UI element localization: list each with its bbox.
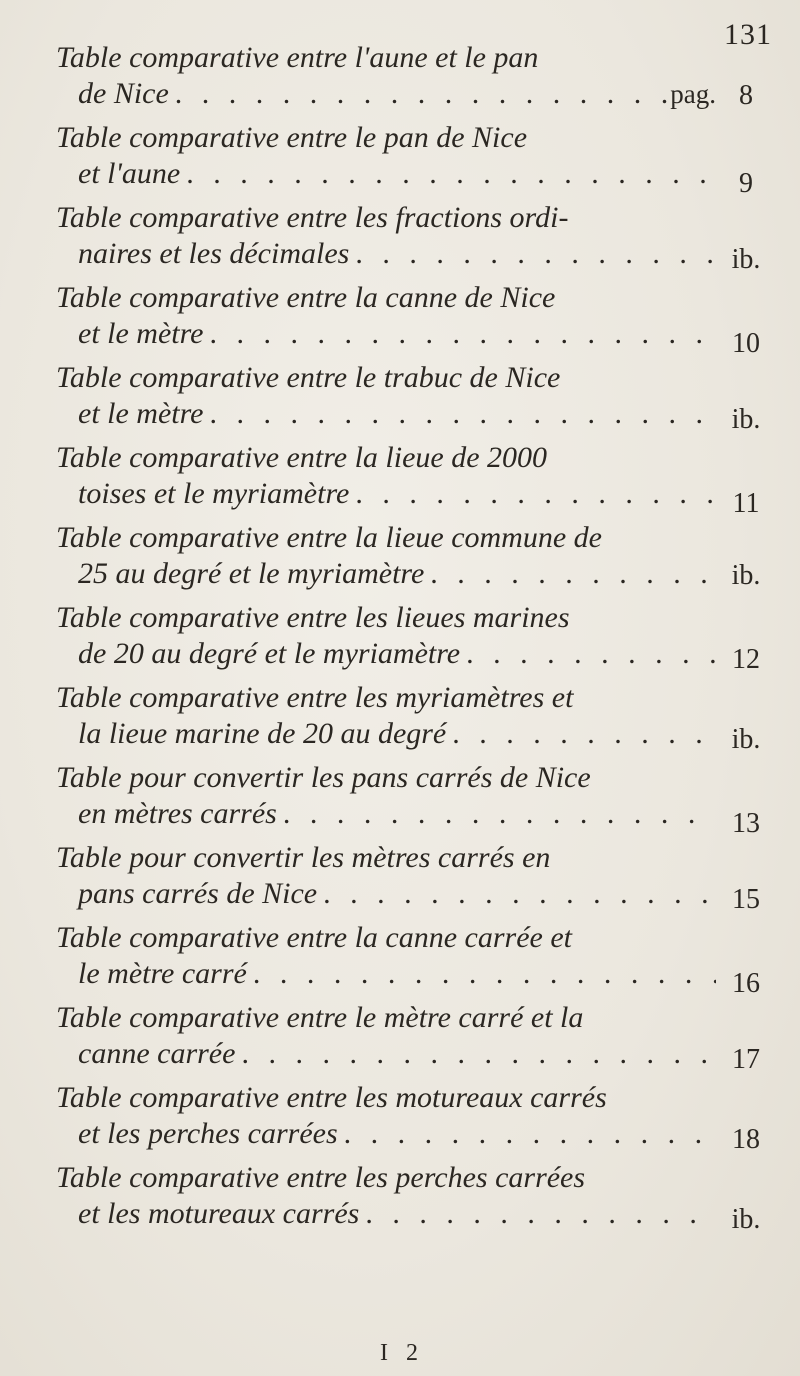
entry-title-cont: et les motureaux carrés (78, 1197, 360, 1230)
dot-leader (210, 396, 717, 432)
entry-title-cont: 25 au degré et le myriamètre (78, 557, 425, 590)
toc-entry (56, 440, 776, 519)
entry-page: ib. (731, 724, 761, 755)
toc-entry (56, 200, 776, 275)
toc-entry (56, 760, 776, 839)
entry-title: Table comparative entre les lieues marines (56, 601, 570, 634)
pag-label: pag. (670, 79, 716, 109)
entry-title-cont: et le mètre (78, 397, 204, 430)
entry-title-cont: et le mètre (78, 317, 204, 350)
entry-page: 12 (732, 644, 760, 675)
entry-title: Table comparative entre la canne carrée et (56, 921, 572, 954)
entry-title-cont: et l'aune (78, 157, 181, 190)
dot-leader (283, 796, 716, 832)
entry-title: Table comparative entre les motureaux carrés (56, 1081, 607, 1114)
dot-leader (210, 316, 717, 352)
dot-leader (175, 76, 670, 112)
entry-page: ib. (731, 1204, 761, 1235)
entry-title: Table pour convertir les pans carrés de Nice (56, 761, 591, 794)
entry-title-cont: en mètres carrés (78, 797, 277, 830)
entry-page: 8 (739, 80, 753, 111)
entry-title-cont: pans carrés de Nice (78, 877, 318, 910)
dot-leader (344, 1116, 716, 1152)
entry-title-cont: canne carrée (78, 1037, 236, 1070)
toc-entry (56, 840, 776, 915)
entry-title: Table comparative entre le trabuc de Nice (56, 361, 561, 394)
entry-title: Table comparative entre les myriamètres et (56, 681, 574, 714)
signature-mark: I 2 (380, 1340, 424, 1366)
entry-title: Table comparative entre les fractions ordi- (56, 201, 569, 234)
toc-entry (56, 120, 776, 199)
entry-title-cont: le mètre carré (78, 957, 247, 990)
dot-leader (365, 1196, 716, 1232)
entry-title-cont: de Nice (78, 77, 169, 110)
toc-entry (56, 600, 776, 675)
entry-title: Table comparative entre la lieue de 2000 (56, 441, 548, 474)
entry-title-cont: la lieue marine de 20 au degré (78, 717, 447, 750)
toc-entry (56, 520, 776, 592)
toc-entry (56, 360, 776, 435)
entry-title-cont: naires et les décimales (78, 237, 350, 270)
entry-title-cont: toises et le myriamètre (78, 477, 350, 510)
dot-leader (430, 556, 716, 592)
entry-page: 15 (732, 884, 760, 915)
dot-leader (253, 956, 716, 992)
entry-page: 10 (732, 328, 760, 359)
entry-page: 18 (732, 1124, 760, 1155)
entry-title-cont: de 20 au degré et le myriamètre (78, 637, 461, 670)
dot-leader (241, 1036, 716, 1072)
dot-leader (355, 476, 716, 512)
entry-title: Table comparative entre l'aune et le pan (56, 41, 539, 74)
entry-title: Table pour convertir les mètres carrés en (56, 841, 551, 874)
toc-entry (56, 920, 776, 999)
entry-page: 13 (732, 808, 760, 839)
entry-title-cont: et les perches carrées (78, 1117, 338, 1150)
toc-entry (56, 680, 776, 755)
toc-entry (56, 1160, 776, 1235)
entry-title: Table comparative entre la canne de Nice (56, 281, 556, 314)
toc-entry (56, 1080, 776, 1155)
dot-leader (186, 156, 716, 192)
dot-leader (355, 236, 716, 272)
page-number: 131 (724, 18, 772, 51)
entry-page: 17 (732, 1044, 760, 1075)
entry-page: 11 (732, 488, 760, 519)
entry-title: Table comparative entre la lieue commune de (56, 521, 602, 554)
toc-entry (56, 280, 776, 359)
dot-leader (452, 716, 716, 752)
entry-page: 16 (732, 968, 760, 999)
entry-page: ib. (731, 244, 761, 275)
table-of-contents (56, 40, 776, 1240)
entry-page: ib. (731, 404, 761, 435)
entry-title: Table comparative entre le pan de Nice (56, 121, 528, 154)
entry-title: Table comparative entre les perches carrées (56, 1161, 586, 1194)
entry-page: 9 (739, 168, 753, 199)
entry-page: ib. (731, 560, 761, 591)
toc-entry (56, 40, 776, 112)
entry-title: Table comparative entre le mètre carré et la (56, 1001, 584, 1034)
dot-leader (466, 636, 716, 672)
dot-leader (323, 876, 716, 912)
toc-entry (56, 1000, 776, 1075)
